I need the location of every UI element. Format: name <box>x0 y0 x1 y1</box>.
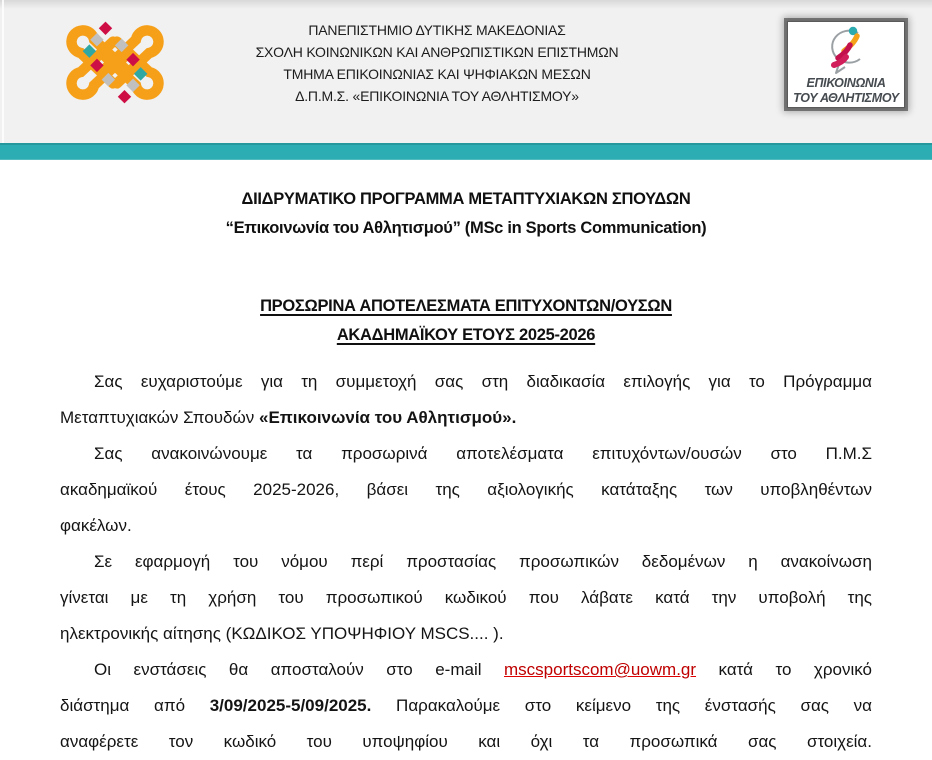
document-title-line1: ΔΙΙΔΡΥΜΑΤΙΚΟ ΠΡΟΓΡΑΜΜΑ ΜΕΤΑΠΤΥΧΙΑΚΩΝ ΣΠΟΥΔΩΝ <box>241 190 691 208</box>
text-run: Σε εφαρμογή του νόμου περί προστασίας προσωπικών δεδομένων η ανακοίνωση <box>94 552 872 571</box>
program-logo-box <box>787 21 905 108</box>
document-subtitle-line2: ΑΚΑΔΗΜΑΪΚΟΥ ΕΤΟΥΣ 2025-2026 <box>336 326 596 344</box>
paragraph-line <box>60 436 872 472</box>
paragraph <box>60 544 872 652</box>
paragraph-line <box>60 688 872 724</box>
paragraphs <box>60 364 872 760</box>
text-run: Παρακαλούμε στο κείμενο της ένστασής σας να <box>371 696 872 715</box>
text-run: Σας ευχαριστούμε για τη συμμετοχή σας στη διαδικασία επιλογής για το Πρόγραμμα <box>94 372 872 391</box>
text-run: κατά το χρονικό <box>696 660 872 679</box>
paragraph <box>60 652 872 760</box>
institution-header <box>172 19 702 143</box>
document-subtitle <box>60 292 872 350</box>
text-run: 3/09/2025-5/09/2025. <box>209 696 372 715</box>
program-logo-label-line1: ΕΠΙΚΟΙΝΩΝΙΑ <box>806 76 886 90</box>
institution-line-school: ΣΧΟΛΗ ΚΟΙΝΩΝΙΚΩΝ ΚΑΙ ΑΝΘΡΩΠΙΣΤΙΚΩΝ ΕΠΙΣΤΗΜΩΝ <box>255 44 619 60</box>
page-left-edge <box>2 0 4 143</box>
paragraph-line <box>60 472 872 508</box>
text-run: Μεταπτυχιακών Σπουδών <box>60 408 259 427</box>
paragraph-line <box>60 616 872 652</box>
text-run: αναφέρετε τον κωδικό του υποψηφίου και όχι τα προσωπικά σας στοιχεία. <box>60 732 872 751</box>
teal-divider-bar <box>0 143 932 160</box>
text-run: φακέλων. <box>60 516 132 535</box>
uowm-logo-wrap <box>0 0 172 143</box>
paragraph-line <box>60 508 872 544</box>
document-subtitle-line1: ΠΡΟΣΩΡΙΝΑ ΑΠΟΤΕΛΕΣΜΑΤΑ ΕΠΙΤΥΧΟΝΤΩΝ/ΟΥΣΩΝ <box>260 297 672 315</box>
text-run: Οι ενστάσεις θα αποσταλούν στο e-mail <box>94 660 505 679</box>
program-logo-wrap <box>702 0 932 143</box>
text-run: «Επικοινωνία του Αθλητισμού». <box>259 408 517 427</box>
email-link[interactable]: mscsportscom@uowm.gr <box>504 660 697 679</box>
speech-bubble-runner-icon <box>815 24 877 76</box>
uowm-knot-logo-icon <box>58 15 172 110</box>
document-title <box>60 185 872 243</box>
text-run: ηλεκτρονικής αίτησης (ΚΩΔΙΚΟΣ ΥΠΟΨΗΦΙΟΥ MSCS.... ). <box>60 624 504 643</box>
page-header <box>0 0 932 143</box>
paragraph <box>60 436 872 544</box>
paragraph-line <box>60 580 872 616</box>
program-logo-label-line2: ΤΟΥ ΑΘΛΗΤΙΣΜΟΥ <box>793 91 899 105</box>
document-title-line2: “Επικοινωνία του Αθλητισμού” (MSc in Sports Communication) <box>225 219 707 237</box>
document-body <box>0 185 932 760</box>
paragraph-line <box>60 724 872 760</box>
text-run: Σας ανακοινώνουμε τα προσωρινά αποτελέσματα επιτυχόντων/ουσών στο Π.Μ.Σ <box>94 444 872 463</box>
institution-line-university: ΠΑΝΕΠΙΣΤΗΜΙΟ ΔΥΤΙΚΗΣ ΜΑΚΕΔΟΝΙΑΣ <box>308 22 566 38</box>
institution-line-department: ΤΜΗΜΑ ΕΠΙΚΟΙΝΩΝΙΑΣ ΚΑΙ ΨΗΦΙΑΚΩΝ ΜΕΣΩΝ <box>283 66 591 82</box>
paragraph-line <box>60 652 872 688</box>
paragraph-line <box>60 400 872 436</box>
paragraph-line <box>60 364 872 400</box>
text-run: διάστημα από <box>60 696 210 715</box>
paragraph <box>60 364 872 436</box>
text-run: γίνεται με τη χρήση του προσωπικού κωδικού που λάβατε κατά την υποβολή της <box>60 588 872 607</box>
text-run: ακαδημαϊκού έτους 2025-2026, βάσει της αξιολογικής κατάταξης των υποβληθέντων <box>60 480 872 499</box>
paragraph-line <box>60 544 872 580</box>
institution-line-program: Δ.Π.Μ.Σ. «ΕΠΙΚΟΙΝΩΝΙΑ ΤΟΥ ΑΘΛΗΤΙΣΜΟΥ» <box>295 88 579 104</box>
